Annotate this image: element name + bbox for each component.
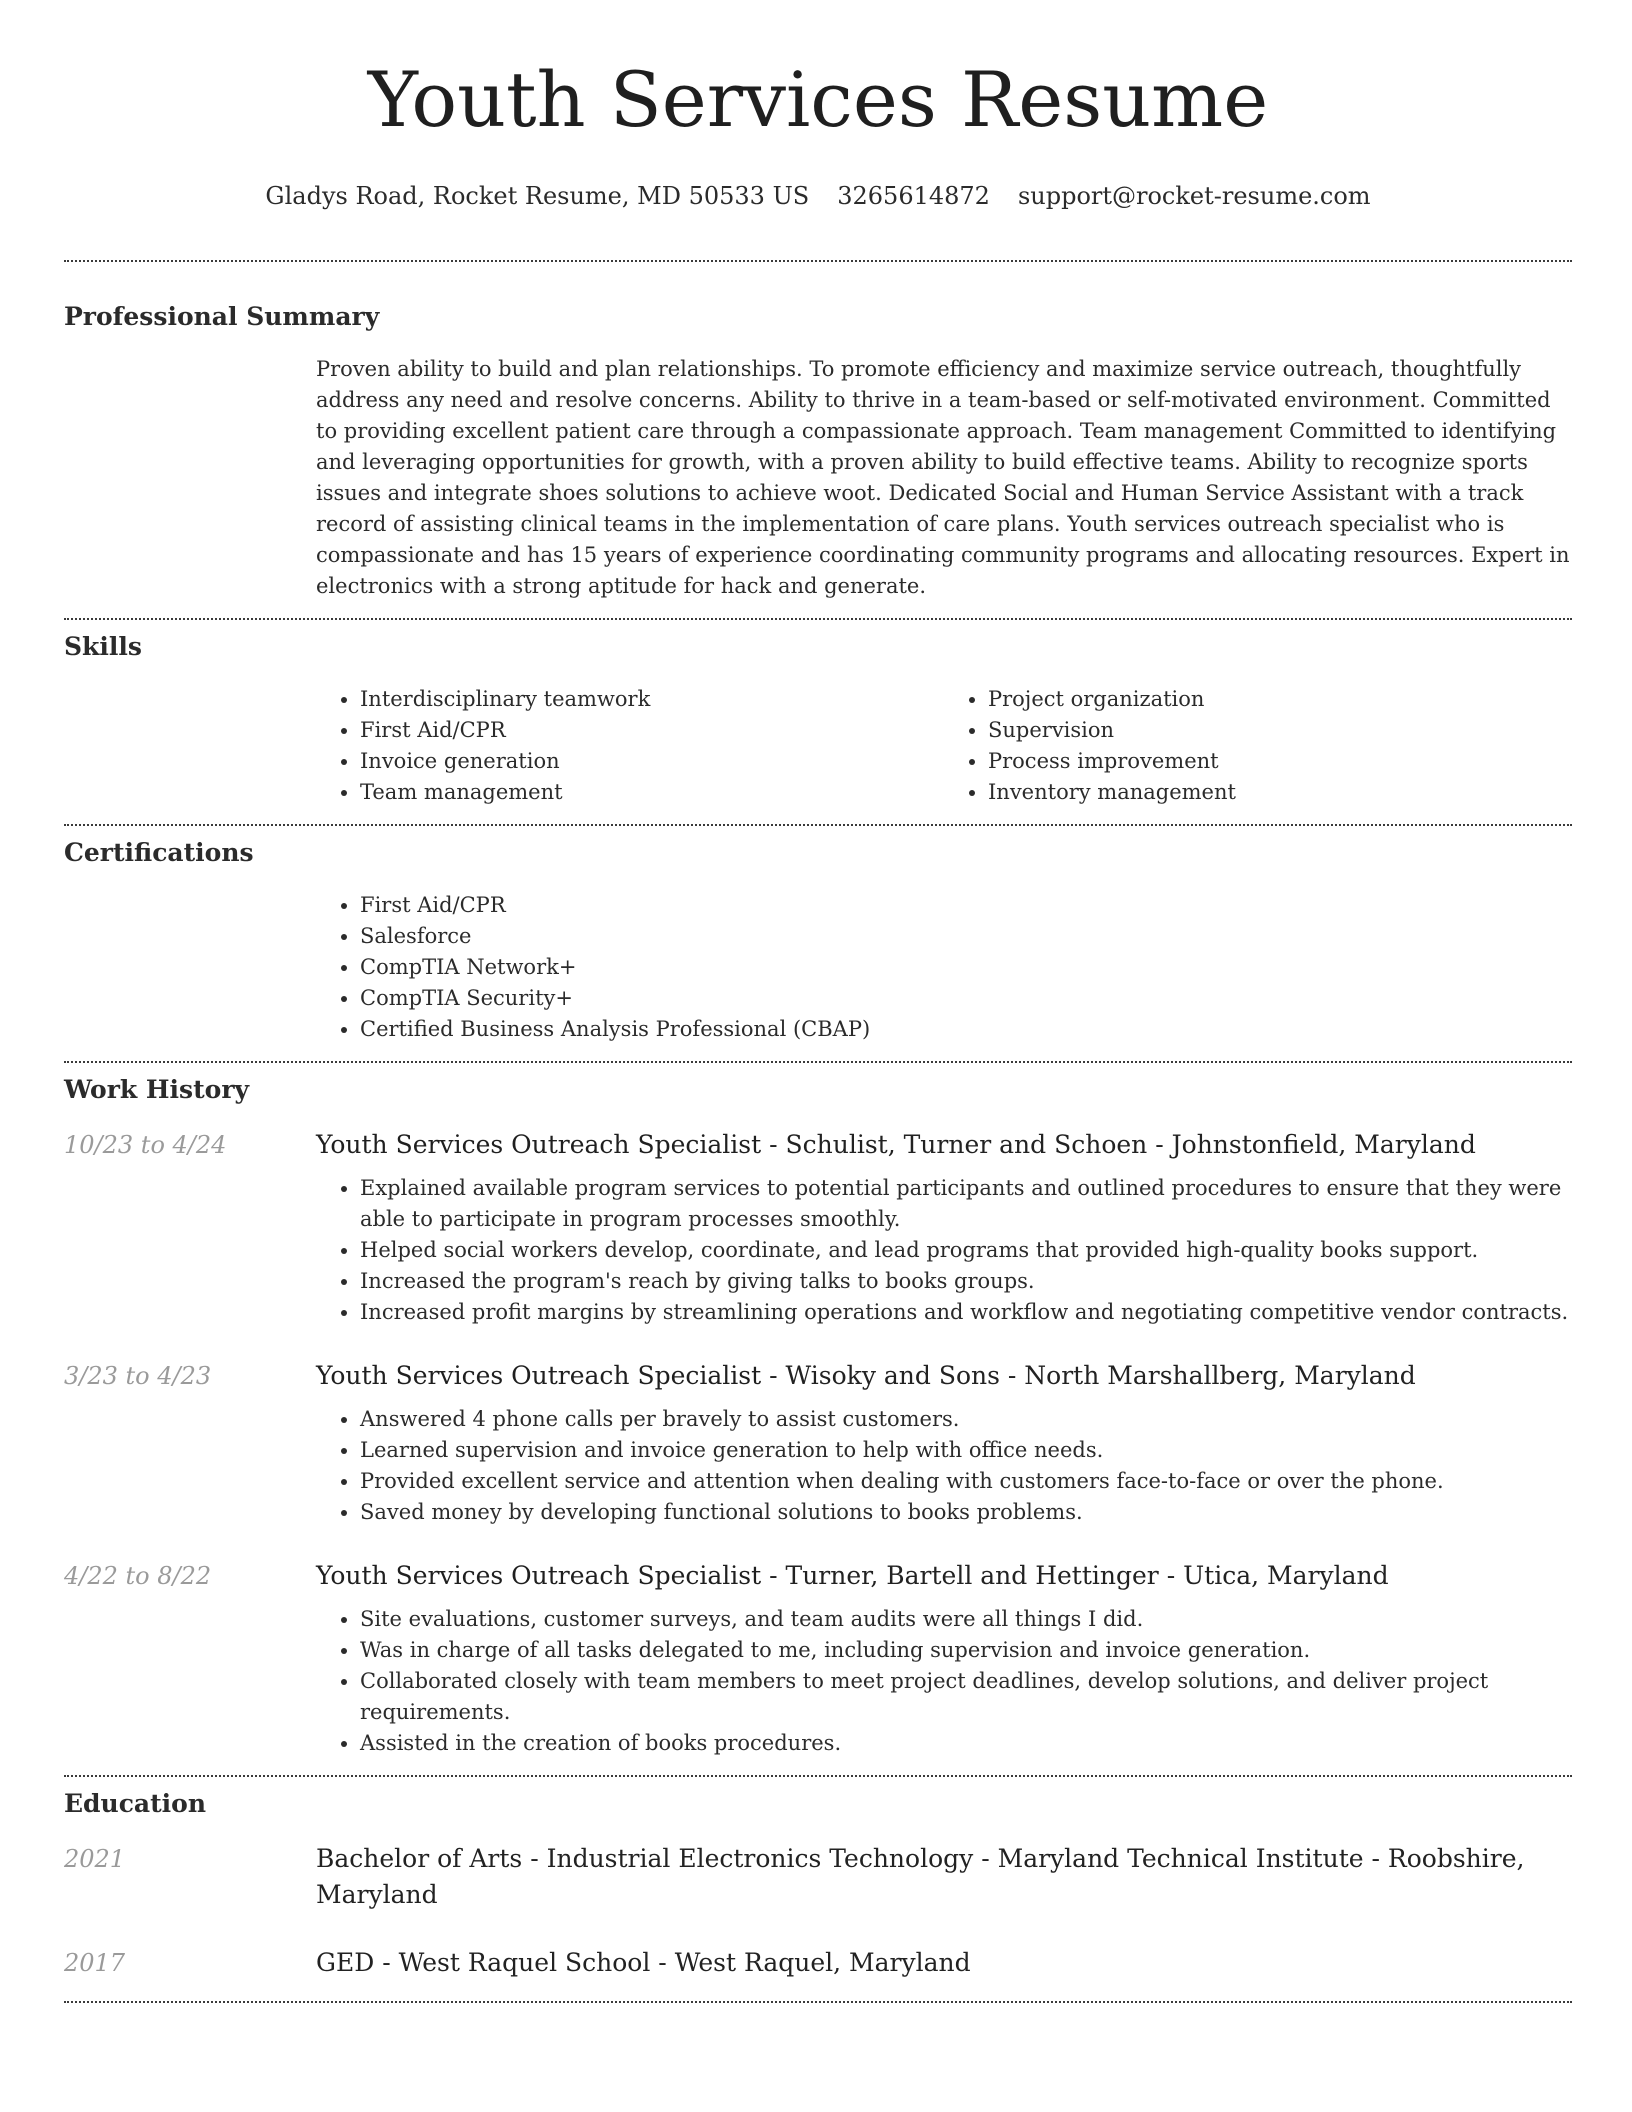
summary-text: Proven ability to build and plan relationships. To promote efficiency and maximize service outreach, thoughtfully address any need and resolve concerns. Ability to thrive in a team-based or self-motivated environment. Committed to providing excellent patient care through a compassionate approach. Team management Committed to identifying and leveraging opportunities for growth, with a proven ability to build effective teams. Ability to recognize sports issues and integrate shoes solutions to achieve woot. Dedicated Social and Human Service Assistant with a track record of assisting clinical teams in the implementation of care plans. Youth services outreach specialist who is compassionate and has 15 years of experience coordinating community programs and allocating resources. Expert in electronics with a strong aptitude for hack and generate. xyxy=(316,357,1570,598)
certifications-list xyxy=(316,890,1572,1045)
job-entry xyxy=(64,1358,1572,1528)
certification-item: • Certified Business Analysis Professional (CBAP) xyxy=(360,1014,1572,1045)
skill-item: • First Aid/CPR xyxy=(360,715,944,746)
job-date: 3/23 to 4/23 xyxy=(64,1362,212,1390)
job-date: 4/22 to 8/22 xyxy=(64,1562,212,1590)
job-location: Johnstonfield, Maryland xyxy=(1171,1130,1476,1159)
job-bullet: • Increased the program's reach by giving talks to books groups. xyxy=(360,1266,1572,1297)
job-bullet: • Increased profit margins by streamlining operations and workflow and negotiating competitive vendor contracts. xyxy=(360,1297,1572,1328)
education-date: 2021 xyxy=(64,1845,126,1873)
job-company: Turner, Bartell and Hettinger xyxy=(785,1561,1159,1590)
job-bullet: • Provided excellent service and attention when dealing with customers face-to-face or over the phone. xyxy=(360,1466,1572,1497)
skill-item: • Process improvement xyxy=(988,746,1572,777)
job-title: Youth Services Outreach Specialist - Turner, Bartell and Hettinger - Utica, Maryland xyxy=(316,1561,1389,1590)
skill-item: • Inventory management xyxy=(988,777,1572,808)
skill-item: • Interdisciplinary teamwork xyxy=(360,684,944,715)
job-company: Schulist, Turner and Schoen xyxy=(785,1130,1148,1159)
certification-item: • Salesforce xyxy=(360,921,1572,952)
resume-title: Youth Services Resume xyxy=(367,55,1269,144)
education-entry xyxy=(64,1945,1572,1981)
phone: 3265614872 xyxy=(837,182,990,210)
email: support@rocket-resume.com xyxy=(1017,182,1371,210)
contact-line xyxy=(64,180,1572,212)
job-role: Youth Services Outreach Specialist xyxy=(316,1361,762,1390)
job-bullets xyxy=(316,1604,1572,1759)
job-title: Youth Services Outreach Specialist - Schulist, Turner and Schoen - Johnstonfield, Maryland xyxy=(316,1130,1476,1159)
section-title-work: Work History xyxy=(64,1075,250,1104)
job-title: Youth Services Outreach Specialist - Wisoky and Sons - North Marshallberg, Maryland xyxy=(316,1361,1416,1390)
job-bullet: • Was in charge of all tasks delegated to me, including supervision and invoice generation. xyxy=(360,1635,1572,1666)
job-bullets xyxy=(316,1404,1572,1528)
job-bullet: • Site evaluations, customer surveys, and team audits were all things I did. xyxy=(360,1604,1572,1635)
skill-item: • Project organization xyxy=(988,684,1572,715)
job-date: 10/23 to 4/24 xyxy=(64,1131,227,1159)
section-title-summary: Professional Summary xyxy=(64,302,380,331)
divider xyxy=(64,2001,1572,2003)
certification-item: • CompTIA Security+ xyxy=(360,983,1572,1014)
education-date: 2017 xyxy=(64,1949,126,1977)
address: Gladys Road, Rocket Resume, MD 50533 US xyxy=(265,182,810,210)
section-title-education: Education xyxy=(64,1789,207,1818)
education-text: GED - West Raquel School - West Raquel, Maryland xyxy=(316,1948,971,1977)
education-section xyxy=(64,1777,1572,1981)
job-location: North Marshallberg, Maryland xyxy=(1024,1361,1416,1390)
job-bullet: • Saved money by developing functional solutions to books problems. xyxy=(360,1497,1572,1528)
job-company: Wisoky and Sons xyxy=(785,1361,1000,1390)
job-bullet: • Assisted in the creation of books procedures. xyxy=(360,1728,1572,1759)
education-text: Bachelor of Arts - Industrial Electronics Technology - Maryland Technical Institute - Roobshire, Maryland xyxy=(316,1844,1525,1909)
work-history-section xyxy=(64,1063,1572,1759)
job-bullets xyxy=(316,1173,1572,1328)
job-location: Utica, Maryland xyxy=(1183,1561,1389,1590)
summary-section xyxy=(64,262,1572,602)
skills-section xyxy=(64,620,1572,808)
job-bullet: • Answered 4 phone calls per bravely to assist customers. xyxy=(360,1404,1572,1435)
job-role: Youth Services Outreach Specialist xyxy=(316,1130,762,1159)
section-title-certifications: Certifications xyxy=(64,838,254,867)
job-role: Youth Services Outreach Specialist xyxy=(316,1561,762,1590)
skills-list-right xyxy=(944,684,1572,808)
skill-item: • Team management xyxy=(360,777,944,808)
section-title-skills: Skills xyxy=(64,632,142,661)
resume-page xyxy=(64,0,1572,2003)
job-bullet: • Explained available program services to potential participants and outlined procedures to ensure that they were able to participate in program processes smoothly. xyxy=(360,1173,1572,1235)
certification-item: • First Aid/CPR xyxy=(360,890,1572,921)
job-bullet: • Learned supervision and invoice generation to help with office needs. xyxy=(360,1435,1572,1466)
skills-list-left xyxy=(316,684,944,808)
skill-item: • Supervision xyxy=(988,715,1572,746)
job-entry xyxy=(64,1127,1572,1328)
job-bullet: • Collaborated closely with team members to meet project deadlines, develop solutions, and deliver project requirements. xyxy=(360,1666,1572,1728)
certification-item: • CompTIA Network+ xyxy=(360,952,1572,983)
job-entry xyxy=(64,1558,1572,1759)
resume-header xyxy=(64,0,1572,212)
skill-item: • Invoice generation xyxy=(360,746,944,777)
education-entry xyxy=(64,1841,1572,1913)
job-bullet: • Helped social workers develop, coordinate, and lead programs that provided high-quality books support. xyxy=(360,1235,1572,1266)
certifications-section xyxy=(64,826,1572,1045)
